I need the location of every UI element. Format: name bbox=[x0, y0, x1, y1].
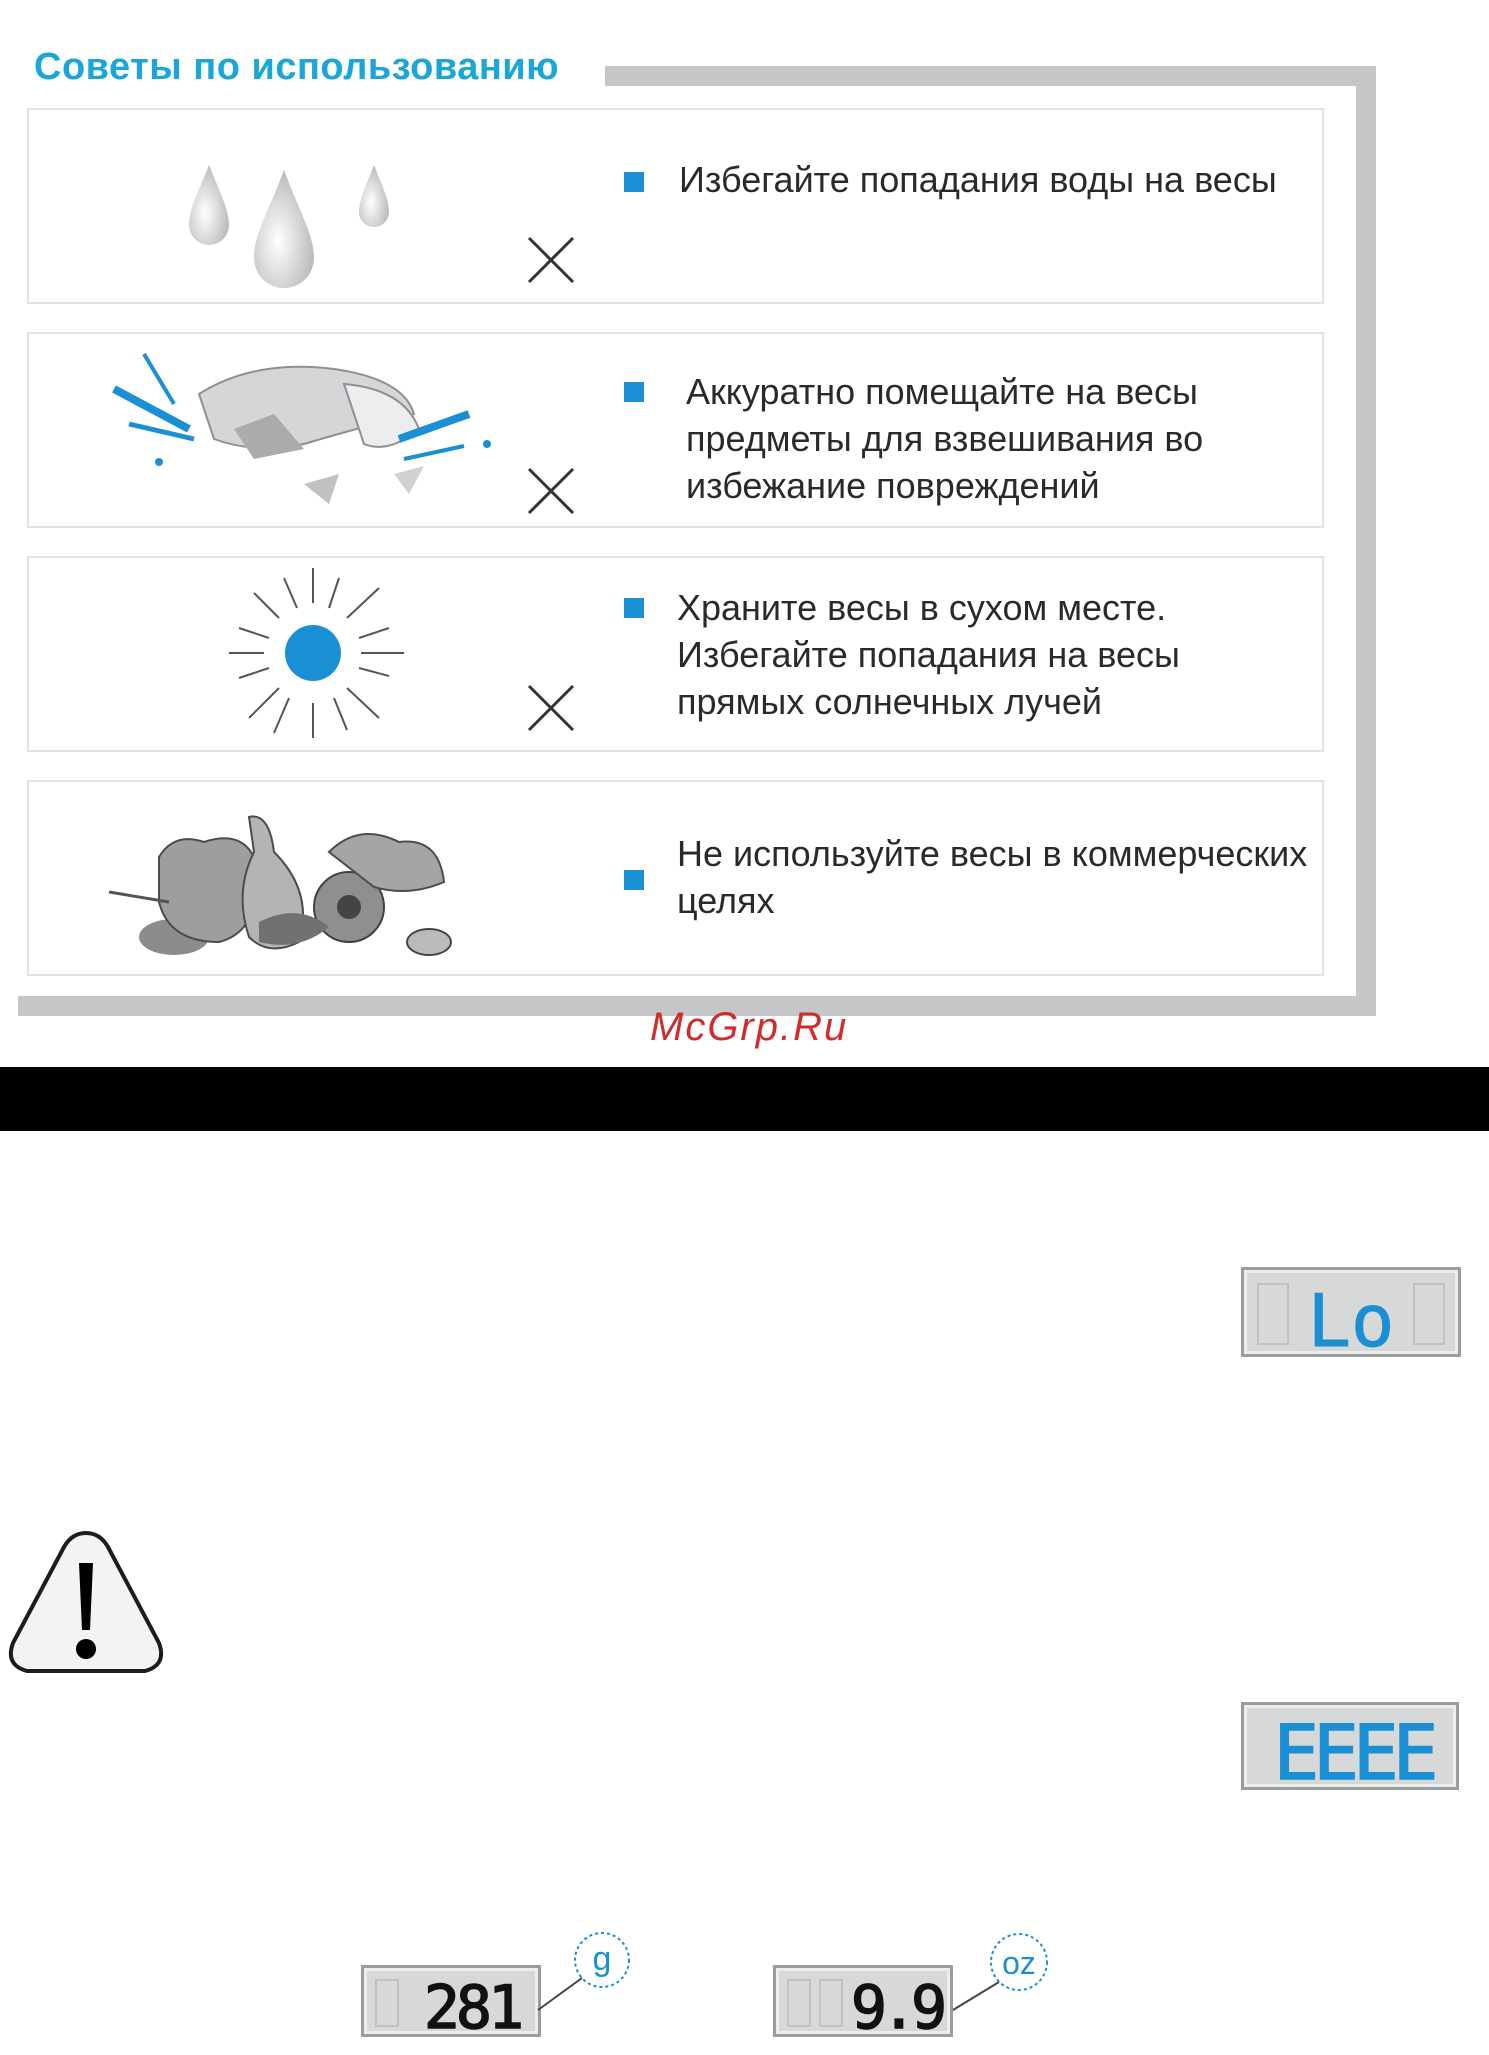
tip-text: Избегайте попадания воды на весы bbox=[679, 159, 1277, 200]
tip-bullet bbox=[624, 382, 644, 402]
tip-bullet bbox=[624, 598, 644, 618]
tip-text: Аккуратно помещайте на весы предметы для взвешивания во избежание повреждений bbox=[686, 371, 1204, 506]
watermark-text: McGrp.Ru bbox=[650, 1005, 849, 1049]
water-drops-icon bbox=[89, 110, 509, 306]
close-cross-icon bbox=[519, 228, 583, 292]
lcd-ounces-value: 9.9 bbox=[850, 1973, 942, 2040]
tip-row-dry bbox=[27, 556, 1324, 752]
grams-unit-callout bbox=[530, 1930, 640, 2015]
tip-text: Не используйте весы в коммерческих целях bbox=[677, 833, 1308, 921]
lcd-ounces bbox=[773, 1965, 953, 2040]
warning-triangle-icon bbox=[5, 1525, 167, 1677]
tip-bullet bbox=[624, 870, 644, 890]
lcd-low-battery bbox=[1241, 1267, 1461, 1360]
tip-row-water bbox=[27, 108, 1324, 304]
lcd-overload-text: EEEE bbox=[1273, 1708, 1433, 1793]
food-pile-icon bbox=[99, 782, 519, 978]
tip-row-careful bbox=[27, 332, 1324, 528]
ounces-unit-callout bbox=[945, 1930, 1060, 2015]
section-title: Советы по использованию bbox=[34, 46, 577, 89]
ounces-unit-label: oz bbox=[1002, 1945, 1036, 1981]
lcd-overload bbox=[1241, 1702, 1459, 1793]
tip-text: Храните весы в сухом месте. Избегайте попадания на весы прямых солнечных лучей bbox=[677, 587, 1180, 722]
black-header-bar bbox=[0, 1067, 1489, 1131]
tip-row-commercial bbox=[27, 780, 1324, 976]
sun-icon bbox=[89, 558, 509, 754]
grams-unit-label: g bbox=[592, 1940, 612, 1978]
close-cross-icon bbox=[519, 459, 583, 523]
lcd-grams bbox=[361, 1965, 541, 2040]
tip-bullet bbox=[624, 172, 644, 192]
lcd-low-battery-text: Lo bbox=[1307, 1279, 1395, 1360]
close-cross-icon bbox=[519, 676, 583, 740]
broken-plate-icon bbox=[104, 334, 524, 530]
lcd-grams-value: 281 bbox=[423, 1973, 521, 2040]
